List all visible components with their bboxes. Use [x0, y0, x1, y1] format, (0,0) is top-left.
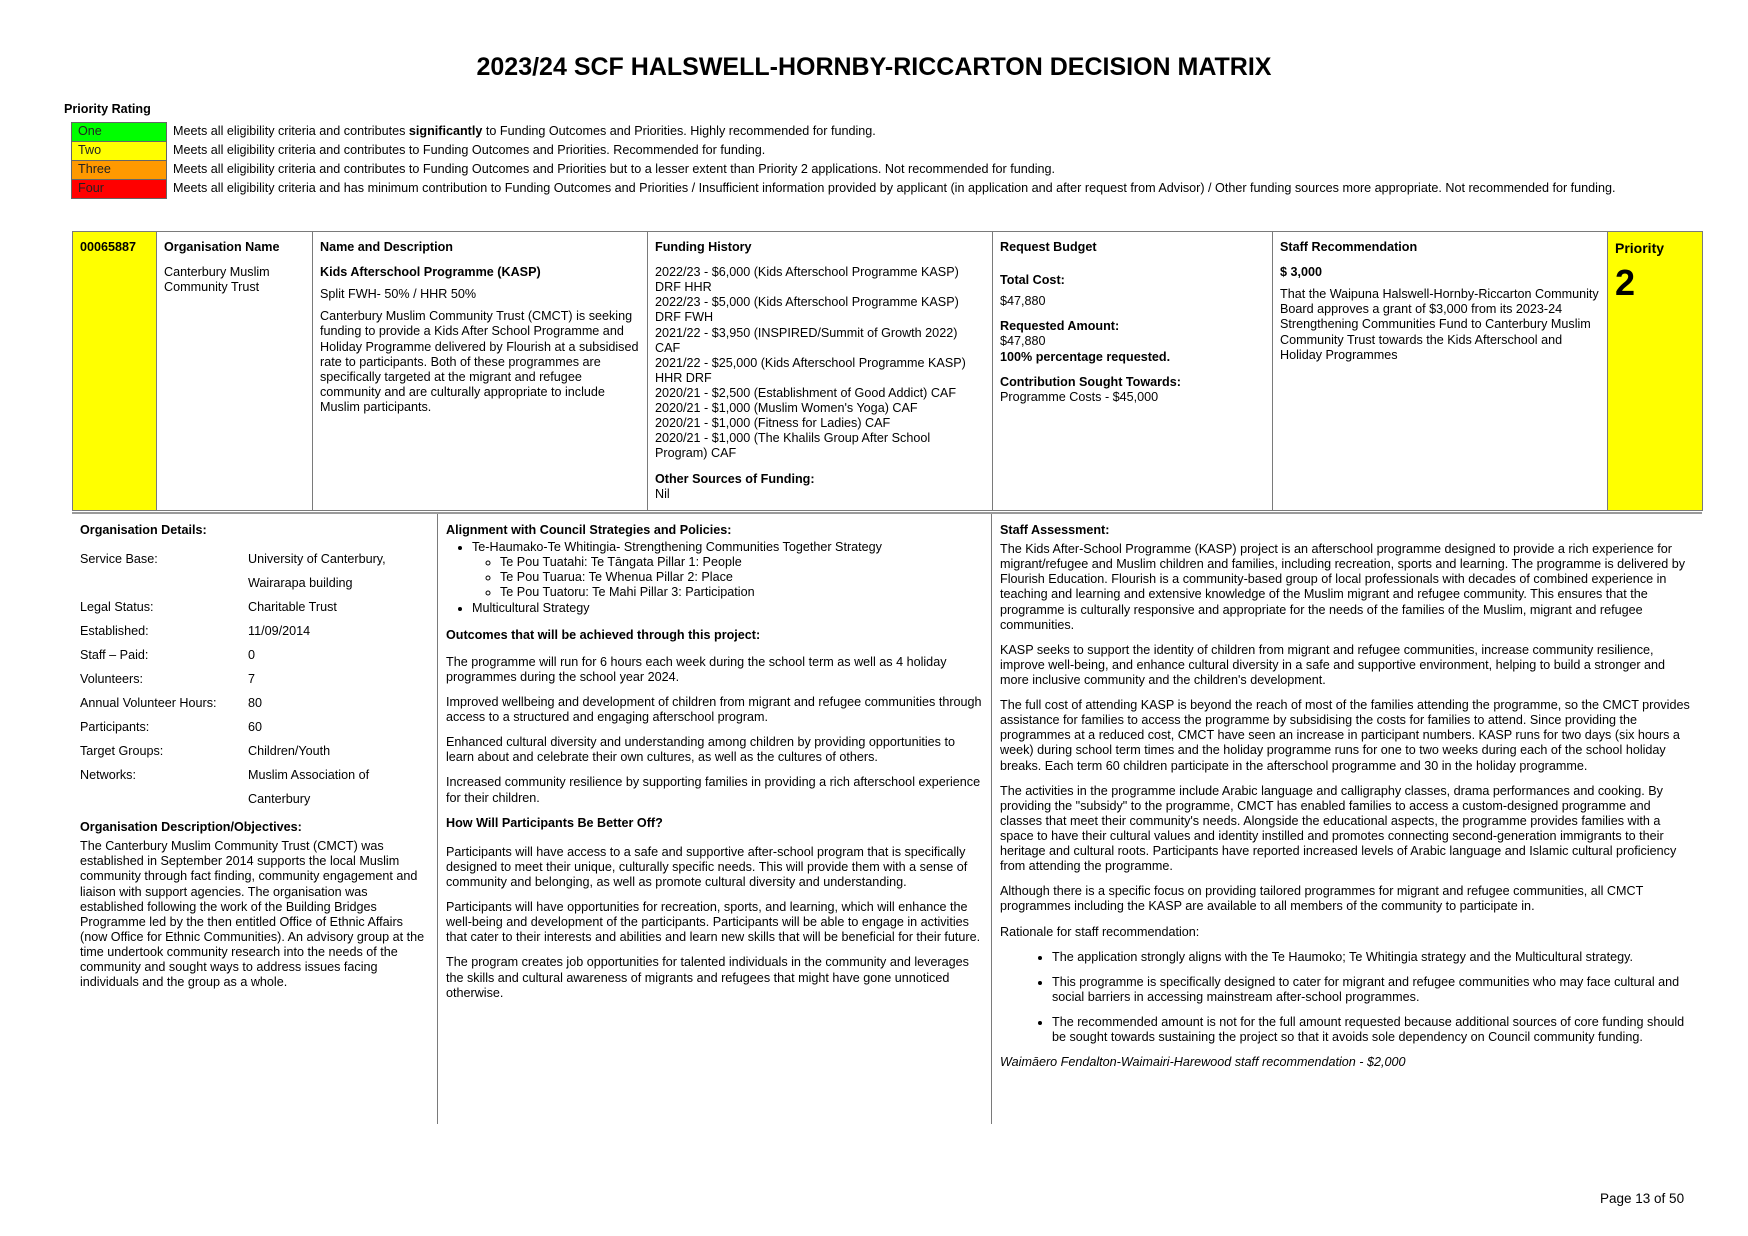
outcome-paragraph: Increased community resilience by supporting families in providing a rich afterschool experience for their children. [446, 775, 981, 805]
legend-swatch-three: Three [72, 161, 167, 180]
legend-text: Meets all eligibility criteria and contributes significantly to Funding Outcomes and Priorities. Highly recommended for funding. [173, 123, 876, 138]
assessment-paragraph: The activities in the programme include Arabic language and calligraphy classes, drama performances and cooking. By providing the "subsidy" to the programme, CMCT has enabled families to access a custom-designed programme and classes that meet their community's needs. Alongside the educational aspects, the programme provides families with a space to have their cultural values and identity instilled and promotes connecting second-generation immigrants to their heritage and cultural roots. Participants have reported increased levels of Arabic language and Islamic cultural proficiency from attending the programme. [1000, 783, 1677, 874]
priority-header: Priority [1615, 240, 1665, 256]
rationale-item: • The recommended amount is not for the full amount requested because additional sources of core funding should be sought towards sustaining the project so that it avoids sole dependency on Council community funding. [1052, 1015, 1694, 1045]
detail-value: Charitable Trust [248, 600, 337, 615]
org-name: Canterbury Muslim Community Trust [164, 265, 270, 295]
priority-legend [71, 122, 1651, 199]
detail-label: Service Base: [80, 552, 158, 567]
detail-label: Legal Status: [80, 600, 154, 615]
assessment-paragraph: Although there is a specific focus on providing tailored programmes for migrant and refugee communities, all CMCT programmes including the KASP are available to all members of the community to participate in. [1000, 884, 1644, 914]
legend-row [72, 142, 1651, 161]
detail-value: 60 [248, 720, 263, 735]
requested-amount-label: Requested Amount: [1000, 319, 1120, 334]
detail-row [80, 696, 429, 720]
legend-swatch-one: One [72, 123, 167, 142]
assessment-paragraph: The Kids After-School Programme (KASP) project is an afterschool programme designed to provide a rich experience for migrant/refugee and Muslim children and families, including recreation, sports and learning. The programme is delivered by Flourish Education. Flourish is a community-based group of local professionals with decades of combined experience in teaching and learning and extensive knowledge of the Muslim migrant and refugee community. This ensures that the programme is culturally responsive and appropriate for the needs of the families of the Muslim, migrant and refugee communities. [1000, 542, 1686, 632]
assessment-paragraph: The full cost of attending KASP is beyond the reach of most of the families attending the programme, so the CMCT provides assistance for families to access the programme by subsidising the costs for families to attend. Since providing the programmes at a reduced cost, CMCT have seen an increase in participant numbers. KASP runs for two days (six hours a week) during school term times and the holiday programme runs for one to two weeks during each of the school holiday breaks. Each term 60 children participate in the afterschool programme and 30 in the holiday programme. [1000, 698, 1690, 773]
staff-recommendation-cell [1273, 232, 1608, 511]
detail-row [80, 576, 429, 600]
application-summary-table [72, 231, 1703, 511]
requested-amount-value: $47,880 [1000, 334, 1046, 349]
pillar-item: ◦ Te Pou Tuatoru: Te Mahi Pillar 3: Participation [500, 585, 983, 600]
better-off-paragraph: The program creates job opportunities for talented individuals in the community and leverages the skills and cultural awareness of migrants and refugees that might have gone unnoticed otherwise. [446, 955, 969, 1000]
detail-label: Networks: [80, 768, 136, 783]
detail-value: Children/Youth [248, 744, 331, 759]
detail-row [80, 648, 429, 672]
application-id: 00065887 [80, 240, 137, 254]
funding-history-item: 2021/22 - $25,000 (Kids Afterschool Programme KASP) HHR DRF [655, 355, 966, 385]
staff-recommendation-text: That the Waipuna Halswell-Hornby-Riccarton Community Board approves a grant of $3,000 from its 2023-24 Strengthening Communities Fund to Canterbury Muslim Community Trust towards the Kids Afterschool and Holiday Programmes [1280, 287, 1599, 362]
name-description-header: Name and Description [320, 240, 453, 254]
alignment-heading: Alignment with Council Strategies and Policies: [446, 523, 732, 537]
detail-label: Volunteers: [80, 672, 144, 687]
priority-rating-heading: Priority Rating [64, 102, 151, 116]
detail-row [80, 792, 429, 816]
outcome-paragraph: Enhanced cultural diversity and understanding among children by providing opportunities to learn about and celebrate their own cultures, as well as the cultures of others. [446, 735, 955, 765]
rationale-item: • This programme is specifically designed to cater for migrant and refugee communities who may face cultural and social barriers in accessing mainstream after-school programmes. [1052, 975, 1694, 1005]
staff-recommendation-header: Staff Recommendation [1280, 240, 1418, 254]
pillar-item: ◦ Te Pou Tuarua: Te Whenua Pillar 2: Place [500, 570, 983, 585]
rationale-list [1000, 950, 1694, 1046]
detail-value: University of Canterbury, [248, 552, 386, 567]
legend-swatch-four: Four [72, 180, 167, 199]
name-description-cell [313, 232, 648, 511]
detail-value: Wairarapa building [248, 576, 353, 591]
request-budget-header: Request Budget [1000, 240, 1097, 254]
better-off-paragraph: Participants will have opportunities for recreation, sports, and learning, which will enhance the well-being and development of the participants. Participants will be able to engage in activities that cater to their interests and abilities and learn new skills that will be beneficial for their future. [446, 900, 981, 945]
assessment-paragraph: KASP seeks to support the identity of children from migrant and refugee communities, increase community resilience, improve well-being, and enhance cultural diversity in a safe and supportive environment, helping to build a stronger and more inclusive community and the children's development. [1000, 642, 1666, 687]
contribution-label: Contribution Sought Towards: [1000, 374, 1181, 389]
outcome-paragraph: The programme will run for 6 hours each week during the school term as well as 4 holiday programmes during the school year 2024. [446, 654, 947, 684]
detail-label: Annual Volunteer Hours: [80, 696, 217, 711]
org-description-heading: Organisation Description/Objectives: [80, 820, 302, 835]
outcome-paragraph: Improved wellbeing and development of children from migrant and refugee communities through access to a structured and engaging afterschool program. [446, 694, 982, 725]
staff-recommendation-amount: $ 3,000 [1280, 265, 1323, 280]
funding-history-cell [648, 232, 993, 511]
funding-history-item: 2022/23 - $6,000 (Kids Afterschool Programme KASP) DRF HHR [655, 265, 959, 295]
alignment-column [437, 514, 991, 1124]
funding-history-item: 2021/22 - $3,950 (INSPIRED/Summit of Growth 2022) CAF [655, 325, 958, 355]
org-name-cell [157, 232, 313, 511]
staff-assessment-heading: Staff Assessment: [1000, 523, 1110, 537]
priority-value: 2 [1615, 261, 1636, 303]
total-cost-value: $47,880 [1000, 294, 1046, 309]
pillar-list [472, 555, 983, 600]
detail-value: Canterbury [248, 792, 311, 807]
total-cost-label: Total Cost: [1000, 273, 1065, 288]
legend-row [72, 180, 1651, 199]
legend-row [72, 123, 1651, 142]
strategy-item: • Te-Haumako-Te Whitingia- Strengthening Communities Together Strategy ◦ Te Pou Tuatahi: Te Tāngata Pillar 1: People ◦ Te Pou Tuarua: Te Whenua Pillar 2: Place ◦ Te Pou Tuatoru: Te Mahi Pillar 3: Participation [472, 540, 983, 600]
legend-swatch-two: Two [72, 142, 167, 161]
rationale-heading: Rationale for staff recommendation: [1000, 924, 1200, 939]
page-title: 2023/24 SCF HALSWELL-HORNBY-RICCARTON DECISION MATRIX [476, 53, 1272, 81]
project-name: Kids Afterschool Programme (KASP) [320, 265, 541, 280]
funding-history-item: 2020/21 - $1,000 (The Khalils Group After School Program) CAF [655, 431, 931, 461]
other-sources-label: Other Sources of Funding: [655, 471, 815, 486]
other-sources-value: Nil [655, 486, 670, 501]
detail-value: 80 [248, 696, 263, 711]
detail-label: Participants: [80, 720, 150, 735]
application-id-cell [73, 232, 157, 511]
rationale-item: • The application strongly aligns with the Te Haumoko; Te Whitingia strategy and the Multicultural strategy. [1052, 950, 1694, 965]
detail-label: Staff – Paid: [80, 648, 149, 663]
strategy-item: • Multicultural Strategy [472, 601, 983, 616]
detail-label: Established: [80, 624, 149, 639]
legend-text: Meets all eligibility criteria and has minimum contribution to Funding Outcomes and Priorities / Insufficient information provided by applicant (in application and after request from Advisor) / Other funding sources more appropriate. Not recommended for funding. [173, 180, 1616, 195]
project-description: Canterbury Muslim Community Trust (CMCT) is seeking funding to provide a Kids After School Programme and Holiday Programme delivered by Flourish at a subsidised rate to participants. Both of these programmes are specifically targeted at the migrant and refugee community and are culturally appropriate to include Muslim participants. [320, 309, 639, 414]
other-board-recommendation: Waimāero Fendalton-Waimairi-Harewood staff recommendation - $2,000 [1000, 1055, 1406, 1070]
org-details-heading: Organisation Details: [80, 523, 207, 537]
outcomes-heading: Outcomes that will be achieved through this project: [446, 627, 761, 642]
org-description: The Canterbury Muslim Community Trust (CMCT) was established in September 2014 supports the local Muslim community through fact finding, community engagement and liaison with support agencies. The organisation was established following the work of the Building Bridges Programme led by the then entitled Office of Ethnic Affairs (now Office for Ethnic Communities). An advisory group at the time undertook community research into the needs of the community and sought ways to address issues facing individuals and the group as a whole. [80, 839, 425, 990]
detail-value: 7 [248, 672, 256, 687]
page-number: Page 13 of 50 [1600, 1191, 1685, 1206]
detail-value: 0 [248, 648, 256, 663]
detail-row [80, 768, 429, 792]
funding-split: Split FWH- 50% / HHR 50% [320, 287, 477, 302]
strategy-list [446, 540, 983, 616]
better-off-paragraph: Participants will have access to a safe and supportive after-school program that is specifically designed to meet their unique, culturally specific needs. This will provide them with a sense of community and belonging, as well as promote cultural diversity and understanding. [446, 844, 968, 889]
detail-row [80, 552, 429, 576]
priority-cell [1608, 232, 1703, 511]
org-name-header: Organisation Name [164, 240, 280, 254]
funding-history-item: 2020/21 - $1,000 (Muslim Women's Yoga) CAF [655, 401, 918, 416]
funding-history-list [655, 265, 985, 461]
detail-row [80, 744, 429, 768]
detail-row [80, 720, 429, 744]
contribution-value: Programme Costs - $45,000 [1000, 389, 1159, 404]
organisation-details-column [72, 514, 437, 1124]
funding-history-item: 2020/21 - $1,000 (Fitness for Ladies) CAF [655, 416, 891, 431]
detail-row [80, 600, 429, 624]
legend-text: Meets all eligibility criteria and contributes to Funding Outcomes and Priorities but to a lesser extent than Priority 2 applications. Not recommended for funding. [173, 161, 1056, 176]
funding-history-header: Funding History [655, 240, 752, 254]
pillar-item: ◦ Te Pou Tuatahi: Te Tāngata Pillar 1: People [500, 555, 983, 570]
legend-row [72, 161, 1651, 180]
better-off-heading: How Will Participants Be Better Off? [446, 815, 663, 830]
detail-label: Target Groups: [80, 744, 164, 759]
detail-value: Muslim Association of [248, 768, 370, 783]
legend-text: Meets all eligibility criteria and contributes to Funding Outcomes and Priorities. Recommended for funding. [173, 142, 766, 157]
detail-row [80, 624, 429, 648]
funding-history-item: 2022/23 - $5,000 (Kids Afterschool Programme KASP) DRF FWH [655, 295, 959, 325]
detail-value: 11/09/2014 [248, 624, 311, 639]
detail-row [80, 672, 429, 696]
staff-assessment-column [991, 514, 1702, 1124]
request-budget-cell [993, 232, 1273, 511]
funding-history-item: 2020/21 - $2,500 (Establishment of Good Addict) CAF [655, 385, 957, 400]
percentage-requested: 100% percentage requested. [1000, 349, 1171, 364]
